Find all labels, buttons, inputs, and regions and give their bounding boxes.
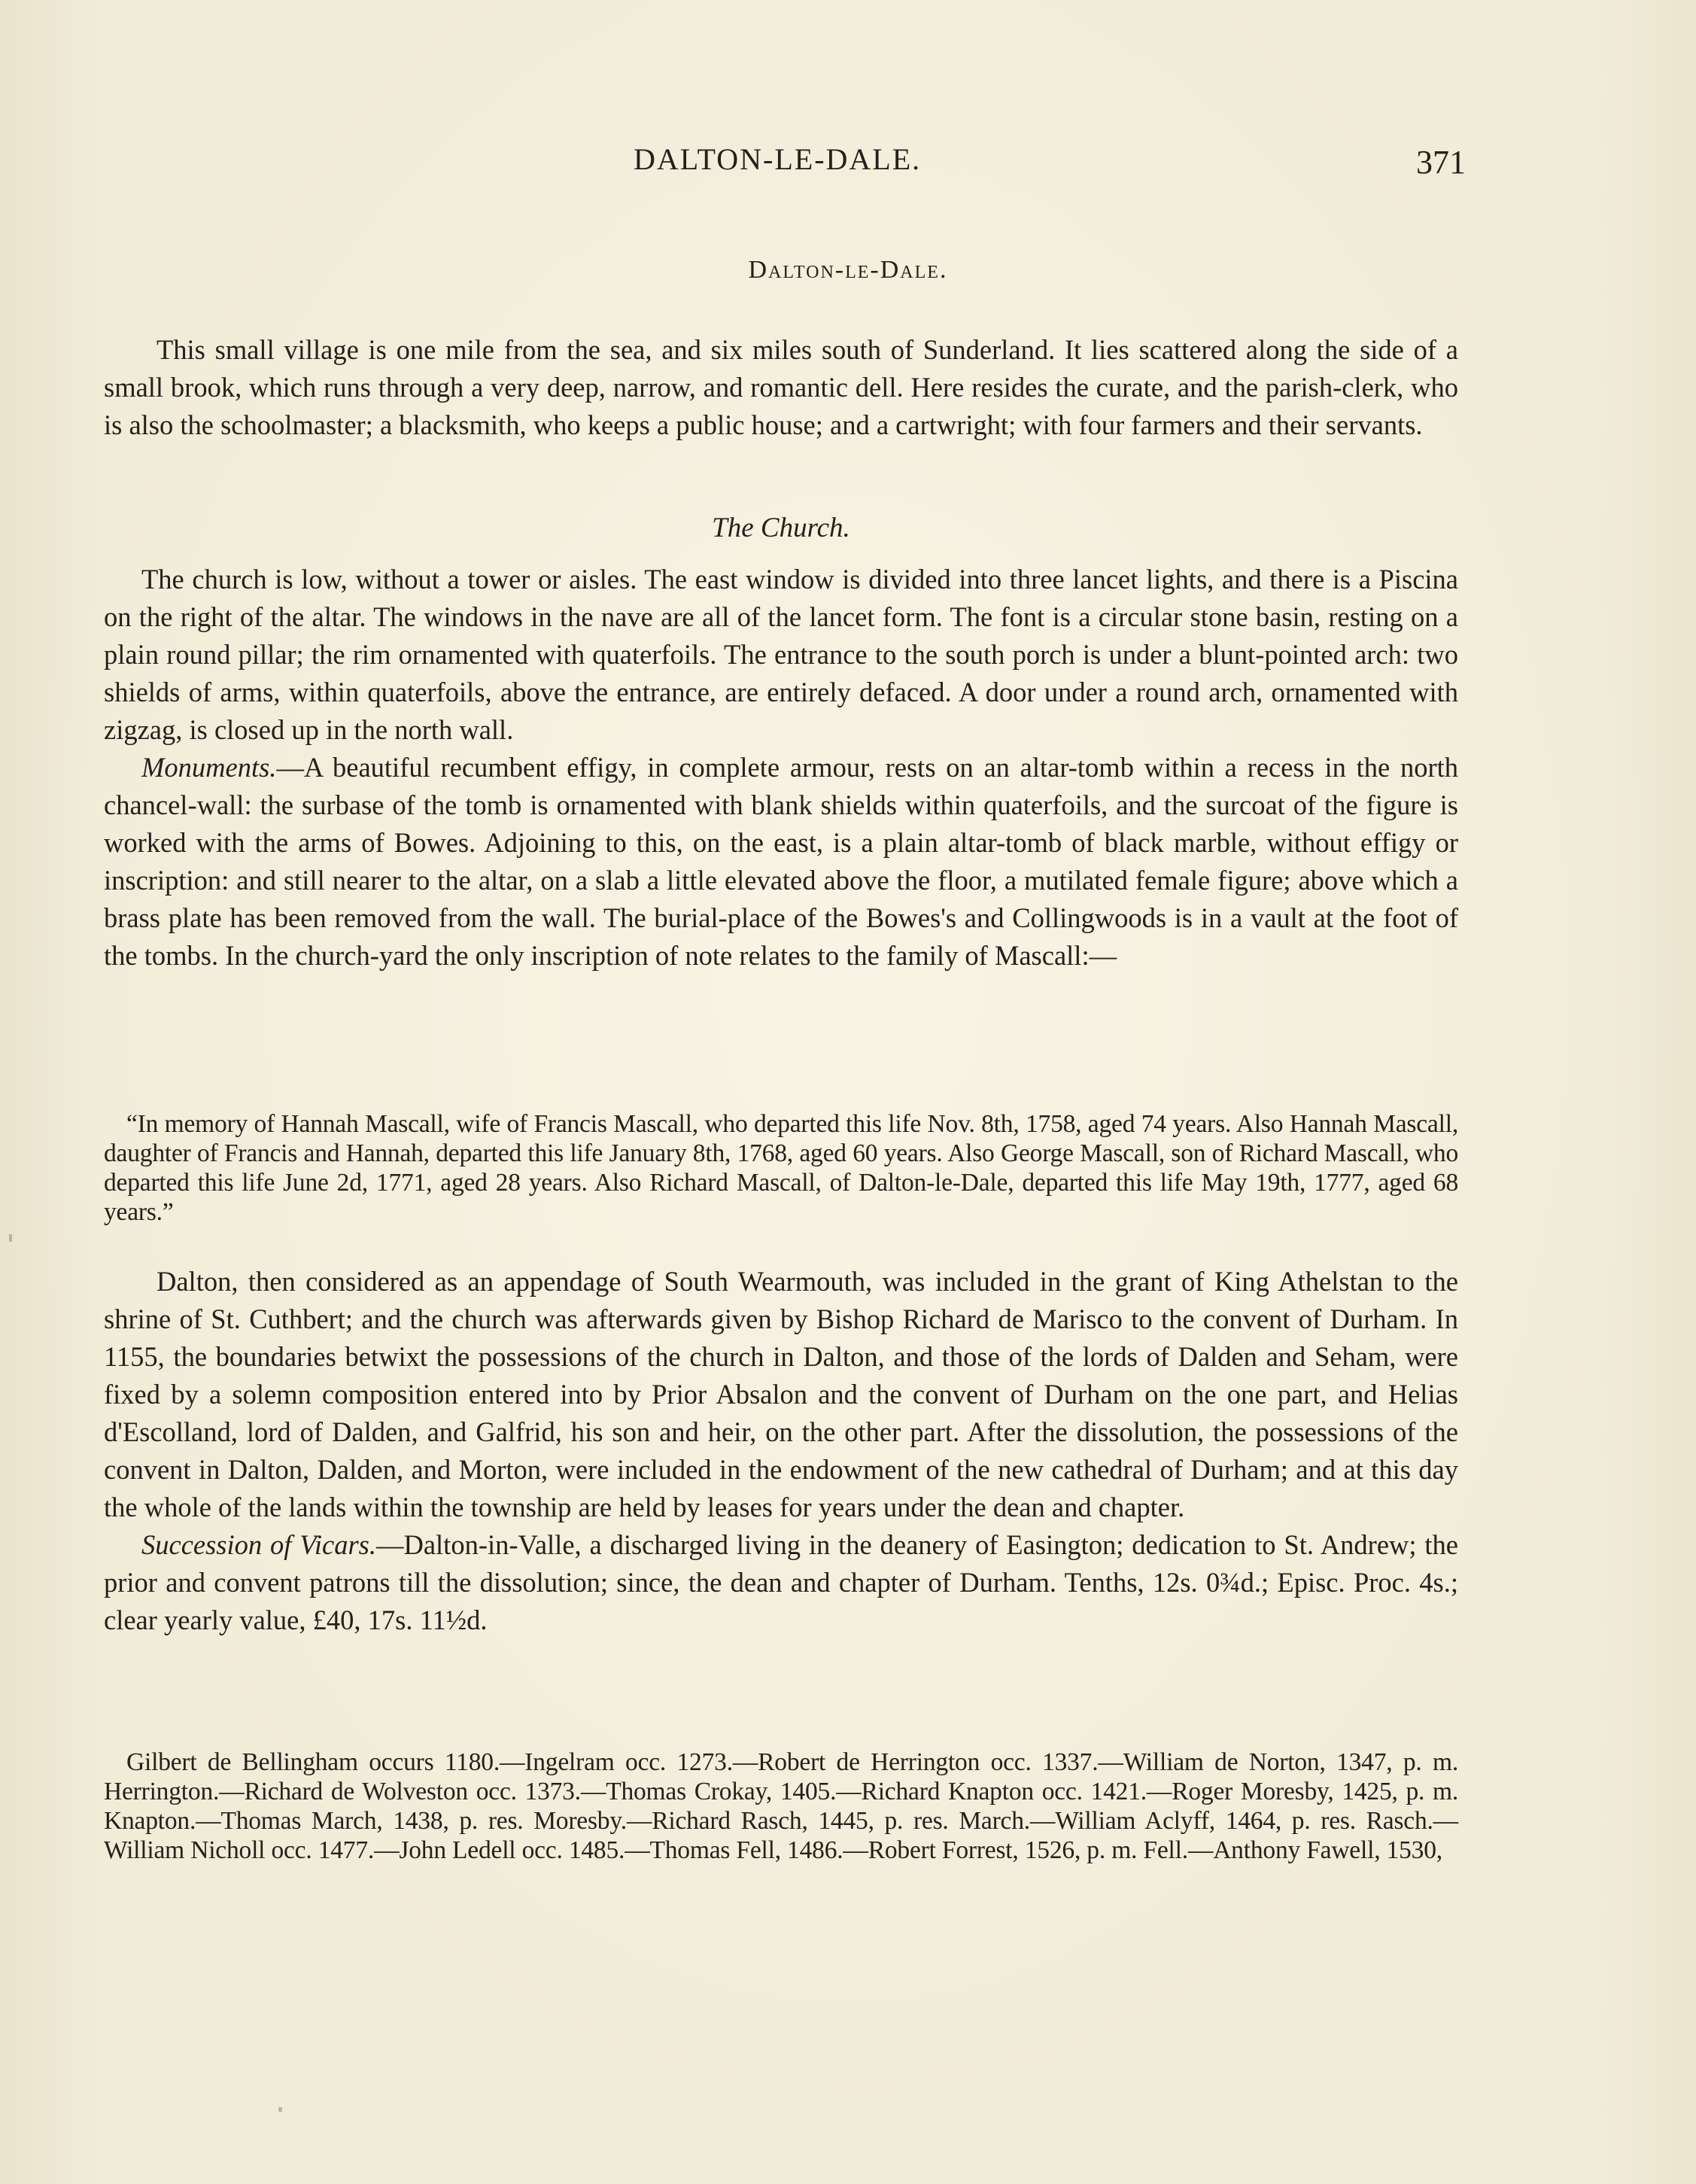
- church-block: [104, 561, 1458, 975]
- mascall-inscription: “In memory of Hannah Mascall, wife of Francis Mascall, who departed this life Nov. 8th, 1758, aged 74 years. Also Hannah Mascall, daughter of Francis and Hannah, departed this life January 8th, 1768, aged 60 years. Also George Mascall, son of Richard Mascall, who departed this life June 2d, 1771, aged 28 years. Also Richard Mascall, of Dalton-le-Dale, departed this life May 19th, 1777, aged 68 years.”: [104, 1110, 1458, 1226]
- vicar-list: Gilbert de Bellingham occurs 1180.—Ingelram occ. 1273.—Robert de Herrington occ. 1337.—William de Norton, 1347, p. m. Herrington.—Richard de Wolveston occ. 1373.—Thomas Crokay, 1405.—Richard Knapton occ. 1421.—Roger Moresby, 1425, p. m. Knapton.—Thomas March, 1438, p. res. Moresby.—Richard Rasch, 1445, p. res. March.—William Aclyff, 1464, p. res. Rasch.—William Nicholl occ. 1477.—John Ledell occ. 1485.—Thomas Fell, 1486.—Robert Forrest, 1526, p. m. Fell.—Anthony Fawell, 1530,: [104, 1748, 1458, 1864]
- section-title: Dalton-le-Dale.: [748, 256, 948, 284]
- monuments-paragraph: [104, 749, 1458, 975]
- monuments-text: —A beautiful recumbent effigy, in complete armour, rests on an altar-tomb within a recess in the north chancel-wall: the surbase of the tomb is ornamented with blank shields within quaterfoils, and the surcoat of the figure is worked with the arms of Bowes. Adjoining to this, on the east, is a plain altar-tomb of black marble, without effigy or inscription: and still nearer to the altar, on a slab a little elevated above the floor, a mutilated female figure; above which a brass plate has been removed from the wall. The burial-place of the Bowes's and Collingwoods is in a vault at the foot of the tombs. In the church-yard the only inscription of note relates to the family of Mascall:—: [104, 752, 1458, 971]
- vicars-paragraph: [104, 1526, 1458, 1639]
- church-heading-block: [104, 512, 1458, 544]
- page-number: 371: [1416, 144, 1466, 181]
- history-paragraph: Dalton, then considered as an appendage of South Wearmouth, was included in the grant of King Athelstan to the shrine of St. Cuthbert; and the church was afterwards given by Bishop Richard de Marisco to the convent of Durham. In 1155, the boundaries betwixt the possessions of the church in Dalton, and those of the lords of Dalden and Seham, were fixed by a solemn composition entered into by Prior Absalon and the convent of Durham on the one part, and Helias d'Escolland, lord of Dalden, and Galfrid, his son and heir, on the other part. After the dissolution, the possessions of the convent in Dalton, Dalden, and Morton, were included in the endowment of the new cathedral of Durham; and at this day the whole of the lands within the township are held by leases for years under the dean and chapter.: [104, 1266, 1458, 1522]
- vicars-text: —Dalton-in-Valle, a discharged living in the deanery of Easington; dedication to St. Andrew; the prior and convent patrons till the dissolution; since, the dean and chapter of Durham. Tenths, 12s. 0¾d.; Episc. Proc. 4s.; clear yearly value, £40, 17s. 11½d.: [104, 1529, 1458, 1635]
- history-block: [104, 1263, 1458, 1639]
- church-heading: The Church.: [712, 513, 850, 543]
- vicar-list-block: [104, 1748, 1458, 1865]
- intro-block: [104, 331, 1458, 444]
- running-title: DALTON-LE-DALE.: [634, 142, 922, 176]
- paper-speck: [9, 1234, 12, 1242]
- paper-speck: [278, 2107, 282, 2112]
- inscription-block: [104, 1109, 1458, 1227]
- vicars-lead: Succession of Vicars.: [141, 1529, 376, 1560]
- intro-paragraph: This small village is one mile from the sea, and six miles south of Sunderland. It lies scattered along the side of a small brook, which runs through a very deep, narrow, and romantic dell. Here resides the curate, and the parish-clerk, who is also the schoolmaster; a blacksmith, who keeps a public house; and a cartwright; with four farmers and their servants.: [104, 334, 1458, 440]
- monuments-lead: Monuments.: [141, 752, 277, 783]
- church-paragraph: The church is low, without a tower or aisles. The east window is divided into three lancet lights, and there is a Piscina on the right of the altar. The windows in the nave are all of the lancet form. The font is a circular stone basin, resting on a plain round pillar; the rim ornamented with quaterfoils. The entrance to the south porch is under a blunt-pointed arch: two shields of arms, within quaterfoils, above the entrance, are entirely defaced. A door under a round arch, ornamented with zigzag, is closed up in the north wall.: [104, 564, 1458, 745]
